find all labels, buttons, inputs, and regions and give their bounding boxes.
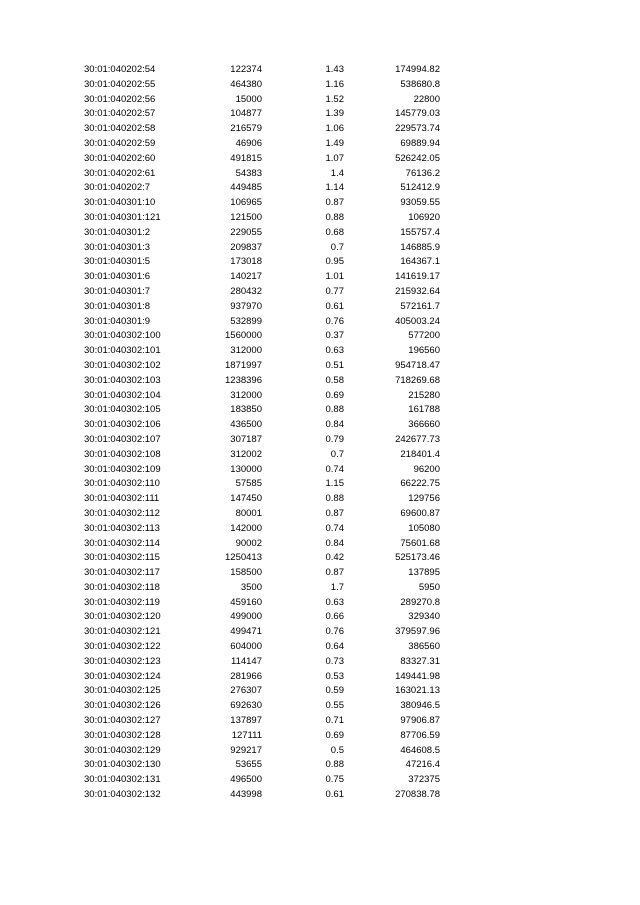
cadastral-number-cell: 30:01:040302:111 bbox=[84, 493, 160, 505]
amount-cell: 66222.75 bbox=[400, 478, 440, 490]
amount-cell: 47216.4 bbox=[405, 759, 440, 771]
cadastral-number-cell: 30:01:040302:120 bbox=[84, 611, 161, 623]
cadastral-number-cell: 30:01:040302:123 bbox=[84, 655, 161, 667]
cadastral-number-cell: 30:01:040301:2 bbox=[84, 226, 151, 238]
cadastral-number-cell: 30:01:040202:58 bbox=[84, 123, 156, 135]
amount-cell: 105080 bbox=[408, 522, 440, 534]
amount-cell: 329340 bbox=[408, 611, 440, 623]
table-row bbox=[0, 315, 640, 330]
quantity-cell: 499000 bbox=[230, 611, 262, 623]
cadastral-number-cell: 30:01:040302:102 bbox=[84, 359, 161, 371]
cadastral-number-cell: 30:01:040302:113 bbox=[84, 522, 160, 534]
amount-cell: 538680.8 bbox=[400, 78, 440, 90]
rate-cell: 0.74 bbox=[325, 463, 344, 475]
rate-cell: 0.69 bbox=[325, 729, 344, 741]
rate-cell: 0.37 bbox=[325, 330, 344, 342]
rate-cell: 0.71 bbox=[325, 715, 344, 727]
cadastral-number-cell: 30:01:040302:114 bbox=[84, 537, 160, 549]
amount-cell: 146885.9 bbox=[400, 241, 440, 253]
rate-cell: 0.61 bbox=[325, 300, 344, 312]
quantity-cell: 459160 bbox=[230, 596, 262, 608]
table-row bbox=[0, 181, 640, 196]
cadastral-number-cell: 30:01:040302:103 bbox=[84, 374, 161, 386]
quantity-cell: 499471 bbox=[230, 626, 262, 638]
table-row bbox=[0, 758, 640, 773]
rate-cell: 0.53 bbox=[325, 670, 344, 682]
cadastral-number-cell: 30:01:040202:7 bbox=[84, 182, 151, 194]
cadastral-number-cell: 30:01:040302:109 bbox=[84, 463, 161, 475]
cadastral-number-cell: 30:01:040302:100 bbox=[84, 330, 161, 342]
table-row bbox=[0, 389, 640, 404]
quantity-cell: 53655 bbox=[235, 759, 262, 771]
rate-cell: 0.63 bbox=[325, 345, 344, 357]
table-row bbox=[0, 107, 640, 122]
quantity-cell: 127111 bbox=[231, 729, 262, 741]
rate-cell: 0.63 bbox=[325, 596, 344, 608]
cadastral-number-cell: 30:01:040302:118 bbox=[84, 581, 160, 593]
quantity-cell: 122374 bbox=[230, 64, 262, 75]
amount-cell: 242677.73 bbox=[395, 433, 440, 445]
table-row bbox=[0, 255, 640, 270]
cadastral-number-cell: 30:01:040302:117 bbox=[84, 567, 160, 579]
table-row bbox=[0, 418, 640, 433]
cadastral-number-cell: 30:01:040302:127 bbox=[84, 715, 161, 727]
table-row bbox=[0, 78, 640, 93]
cadastral-number-cell: 30:01:040202:61 bbox=[84, 167, 156, 179]
quantity-cell: 1238396 bbox=[225, 374, 262, 386]
table-row bbox=[0, 359, 640, 374]
amount-cell: 69600.87 bbox=[400, 507, 440, 519]
table-row bbox=[0, 270, 640, 285]
cadastral-number-cell: 30:01:040301:6 bbox=[84, 271, 151, 283]
table-row bbox=[0, 196, 640, 211]
quantity-cell: 937970 bbox=[230, 300, 262, 312]
rate-cell: 0.74 bbox=[325, 522, 344, 534]
cadastral-number-cell: 30:01:040302:125 bbox=[84, 685, 161, 697]
table-row bbox=[0, 285, 640, 300]
table-row bbox=[0, 507, 640, 522]
quantity-cell: 46906 bbox=[235, 137, 262, 149]
quantity-cell: 106965 bbox=[230, 197, 262, 209]
table-row bbox=[0, 137, 640, 152]
amount-cell: 270838.78 bbox=[395, 789, 440, 801]
table-row bbox=[0, 374, 640, 389]
quantity-cell: 183850 bbox=[230, 404, 262, 416]
amount-cell: 69889.94 bbox=[400, 137, 440, 149]
rate-cell: 0.69 bbox=[325, 389, 344, 401]
cadastral-number-cell: 30:01:040302:124 bbox=[84, 670, 161, 682]
cadastral-number-cell: 30:01:040301:7 bbox=[84, 285, 151, 297]
amount-cell: 5950 bbox=[418, 581, 440, 593]
cadastral-number-cell: 30:01:040301:8 bbox=[84, 300, 151, 312]
cadastral-number-cell: 30:01:040302:105 bbox=[84, 404, 161, 416]
table-row bbox=[0, 729, 640, 744]
table-row bbox=[0, 93, 640, 108]
quantity-cell: 90002 bbox=[235, 537, 262, 549]
rate-cell: 0.88 bbox=[325, 759, 344, 771]
table-row bbox=[0, 122, 640, 137]
data-table bbox=[0, 63, 640, 803]
table-row bbox=[0, 211, 640, 226]
quantity-cell: 312002 bbox=[230, 448, 262, 460]
cadastral-number-cell: 30:01:040301:3 bbox=[84, 241, 151, 253]
quantity-cell: 121500 bbox=[230, 211, 262, 223]
amount-cell: 405003.24 bbox=[395, 315, 440, 327]
quantity-cell: 692630 bbox=[230, 700, 262, 712]
quantity-cell: 57585 bbox=[235, 478, 262, 490]
amount-cell: 76136.2 bbox=[405, 167, 440, 179]
rate-cell: 0.73 bbox=[325, 655, 344, 667]
cadastral-number-cell: 30:01:040202:54 bbox=[84, 64, 156, 75]
table-row bbox=[0, 300, 640, 315]
rate-cell: 0.88 bbox=[325, 211, 344, 223]
quantity-cell: 1250413 bbox=[225, 552, 262, 564]
table-row bbox=[0, 477, 640, 492]
amount-cell: 289270.8 bbox=[400, 596, 440, 608]
amount-cell: 526242.05 bbox=[395, 152, 440, 164]
table-row bbox=[0, 448, 640, 463]
rate-cell: 0.87 bbox=[325, 507, 344, 519]
quantity-cell: 216579 bbox=[230, 123, 262, 135]
rate-cell: 0.7 bbox=[330, 241, 344, 253]
cadastral-number-cell: 30:01:040302:104 bbox=[84, 389, 161, 401]
table-row bbox=[0, 226, 640, 241]
rate-cell: 0.95 bbox=[325, 256, 344, 268]
amount-cell: 572161.7 bbox=[400, 300, 440, 312]
cadastral-number-cell: 30:01:040302:108 bbox=[84, 448, 161, 460]
cadastral-number-cell: 30:01:040301:121 bbox=[84, 211, 161, 223]
amount-cell: 215932.64 bbox=[395, 285, 440, 297]
amount-cell: 525173.46 bbox=[395, 552, 440, 564]
table-row bbox=[0, 610, 640, 625]
cadastral-number-cell: 30:01:040302:132 bbox=[84, 789, 161, 801]
amount-cell: 954718.47 bbox=[395, 359, 440, 371]
quantity-cell: 142000 bbox=[230, 522, 262, 534]
rate-cell: 1.52 bbox=[325, 93, 344, 105]
cadastral-number-cell: 30:01:040302:128 bbox=[84, 729, 161, 741]
rate-cell: 1.01 bbox=[325, 271, 344, 283]
rate-cell: 0.76 bbox=[325, 315, 344, 327]
table-row bbox=[0, 344, 640, 359]
amount-cell: 75601.68 bbox=[400, 537, 440, 549]
quantity-cell: 147450 bbox=[230, 493, 262, 505]
quantity-cell: 1871997 bbox=[225, 359, 262, 371]
quantity-cell: 280432 bbox=[230, 285, 262, 297]
table-row bbox=[0, 463, 640, 478]
rate-cell: 0.75 bbox=[325, 774, 344, 786]
cadastral-number-cell: 30:01:040302:126 bbox=[84, 700, 161, 712]
quantity-cell: 281966 bbox=[230, 670, 262, 682]
rate-cell: 1.15 bbox=[325, 478, 344, 490]
quantity-cell: 532899 bbox=[230, 315, 262, 327]
quantity-cell: 229055 bbox=[230, 226, 262, 238]
quantity-cell: 443998 bbox=[230, 789, 262, 801]
quantity-cell: 604000 bbox=[230, 641, 262, 653]
amount-cell: 97906.87 bbox=[400, 715, 440, 727]
amount-cell: 229573.74 bbox=[395, 123, 440, 135]
rate-cell: 1.4 bbox=[330, 167, 344, 179]
table-row bbox=[0, 551, 640, 566]
rate-cell: 1.49 bbox=[325, 137, 344, 149]
quantity-cell: 496500 bbox=[230, 774, 262, 786]
amount-cell: 380946.5 bbox=[400, 700, 440, 712]
amount-cell: 163021.13 bbox=[395, 685, 440, 697]
quantity-cell: 158500 bbox=[230, 567, 262, 579]
quantity-cell: 173018 bbox=[230, 256, 262, 268]
amount-cell: 145779.03 bbox=[395, 108, 440, 120]
table-row bbox=[0, 241, 640, 256]
cadastral-number-cell: 30:01:040301:10 bbox=[84, 197, 156, 209]
table-row bbox=[0, 655, 640, 670]
amount-cell: 93059.55 bbox=[400, 197, 440, 209]
quantity-cell: 307187 bbox=[230, 433, 262, 445]
amount-cell: 196560 bbox=[408, 345, 440, 357]
table-row bbox=[0, 329, 640, 344]
amount-cell: 372375 bbox=[408, 774, 440, 786]
quantity-cell: 54383 bbox=[235, 167, 262, 179]
table-row bbox=[0, 699, 640, 714]
rate-cell: 0.88 bbox=[325, 404, 344, 416]
quantity-cell: 104877 bbox=[230, 108, 262, 120]
table-row bbox=[0, 714, 640, 729]
amount-cell: 161788 bbox=[408, 404, 440, 416]
cadastral-number-cell: 30:01:040302:121 bbox=[84, 626, 161, 638]
rate-cell: 0.7 bbox=[330, 448, 344, 460]
table-row bbox=[0, 640, 640, 655]
rate-cell: 1.07 bbox=[325, 152, 344, 164]
rate-cell: 0.87 bbox=[325, 197, 344, 209]
rate-cell: 0.84 bbox=[325, 419, 344, 431]
table-row bbox=[0, 167, 640, 182]
table-row bbox=[0, 581, 640, 596]
rate-cell: 0.42 bbox=[325, 552, 344, 564]
rate-cell: 0.5 bbox=[330, 744, 344, 756]
amount-cell: 464608.5 bbox=[400, 744, 440, 756]
amount-cell: 155757.4 bbox=[400, 226, 440, 238]
cadastral-number-cell: 30:01:040302:115 bbox=[84, 552, 160, 564]
cadastral-number-cell: 30:01:040302:131 bbox=[84, 774, 161, 786]
quantity-cell: 209837 bbox=[230, 241, 262, 253]
table-row bbox=[0, 773, 640, 788]
rate-cell: 1.16 bbox=[325, 78, 344, 90]
rate-cell: 0.79 bbox=[325, 433, 344, 445]
quantity-cell: 464380 bbox=[230, 78, 262, 90]
table-row bbox=[0, 670, 640, 685]
rate-cell: 1.39 bbox=[325, 108, 344, 120]
amount-cell: 379597.96 bbox=[395, 626, 440, 638]
amount-cell: 366660 bbox=[408, 419, 440, 431]
rate-cell: 0.55 bbox=[325, 700, 344, 712]
cadastral-number-cell: 30:01:040302:130 bbox=[84, 759, 161, 771]
table-row bbox=[0, 537, 640, 552]
quantity-cell: 80001 bbox=[235, 507, 262, 519]
quantity-cell: 312000 bbox=[230, 389, 262, 401]
rate-cell: 0.59 bbox=[325, 685, 344, 697]
quantity-cell: 15000 bbox=[235, 93, 262, 105]
quantity-cell: 130000 bbox=[230, 463, 262, 475]
rate-cell: 0.51 bbox=[325, 359, 344, 371]
amount-cell: 512412.9 bbox=[400, 182, 440, 194]
rate-cell: 0.88 bbox=[325, 493, 344, 505]
amount-cell: 149441.98 bbox=[395, 670, 440, 682]
amount-cell: 218401.4 bbox=[400, 448, 440, 460]
rate-cell: 0.76 bbox=[325, 626, 344, 638]
rate-cell: 0.84 bbox=[325, 537, 344, 549]
rate-cell: 0.58 bbox=[325, 374, 344, 386]
table-row bbox=[0, 492, 640, 507]
rate-cell: 1.06 bbox=[325, 123, 344, 135]
table-row bbox=[0, 566, 640, 581]
amount-cell: 87706.59 bbox=[400, 729, 440, 741]
rate-cell: 0.64 bbox=[325, 641, 344, 653]
quantity-cell: 436500 bbox=[230, 419, 262, 431]
amount-cell: 718269.68 bbox=[395, 374, 440, 386]
cadastral-number-cell: 30:01:040302:122 bbox=[84, 641, 161, 653]
rate-cell: 1.43 bbox=[325, 64, 344, 75]
table-row bbox=[0, 63, 640, 78]
amount-cell: 141619.17 bbox=[395, 271, 440, 283]
quantity-cell: 491815 bbox=[230, 152, 262, 164]
table-row bbox=[0, 152, 640, 167]
cadastral-number-cell: 30:01:040202:55 bbox=[84, 78, 156, 90]
rate-cell: 0.87 bbox=[325, 567, 344, 579]
quantity-cell: 929217 bbox=[230, 744, 262, 756]
amount-cell: 22800 bbox=[413, 93, 440, 105]
cadastral-number-cell: 30:01:040202:59 bbox=[84, 137, 156, 149]
rate-cell: 1.14 bbox=[325, 182, 344, 194]
quantity-cell: 140217 bbox=[230, 271, 262, 283]
amount-cell: 215280 bbox=[408, 389, 440, 401]
table-row bbox=[0, 684, 640, 699]
table-row bbox=[0, 522, 640, 537]
amount-cell: 137895 bbox=[408, 567, 440, 579]
amount-cell: 386560 bbox=[408, 641, 440, 653]
rate-cell: 0.61 bbox=[325, 789, 344, 801]
quantity-cell: 449485 bbox=[230, 182, 262, 194]
rate-cell: 0.68 bbox=[325, 226, 344, 238]
cadastral-number-cell: 30:01:040301:9 bbox=[84, 315, 151, 327]
cadastral-number-cell: 30:01:040202:60 bbox=[84, 152, 156, 164]
table-row bbox=[0, 625, 640, 640]
amount-cell: 96200 bbox=[413, 463, 440, 475]
cadastral-number-cell: 30:01:040302:129 bbox=[84, 744, 161, 756]
amount-cell: 164367.1 bbox=[400, 256, 440, 268]
quantity-cell: 312000 bbox=[230, 345, 262, 357]
table-row bbox=[0, 403, 640, 418]
quantity-cell: 137897 bbox=[230, 715, 262, 727]
amount-cell: 83327.31 bbox=[400, 655, 440, 667]
cadastral-number-cell: 30:01:040202:57 bbox=[84, 108, 156, 120]
quantity-cell: 276307 bbox=[230, 685, 262, 697]
cadastral-number-cell: 30:01:040301:5 bbox=[84, 256, 151, 268]
rate-cell: 0.77 bbox=[325, 285, 344, 297]
amount-cell: 106920 bbox=[408, 211, 440, 223]
cadastral-number-cell: 30:01:040302:119 bbox=[84, 596, 160, 608]
table-row bbox=[0, 433, 640, 448]
cadastral-number-cell: 30:01:040302:110 bbox=[84, 478, 160, 490]
cadastral-number-cell: 30:01:040302:101 bbox=[84, 345, 161, 357]
quantity-cell: 114147 bbox=[231, 655, 262, 667]
table-row bbox=[0, 744, 640, 759]
table-row bbox=[0, 788, 640, 803]
quantity-cell: 3500 bbox=[240, 581, 262, 593]
cadastral-number-cell: 30:01:040302:112 bbox=[84, 507, 160, 519]
rate-cell: 0.66 bbox=[325, 611, 344, 623]
amount-cell: 174994.82 bbox=[395, 64, 440, 75]
cadastral-number-cell: 30:01:040202:56 bbox=[84, 93, 156, 105]
quantity-cell: 1560000 bbox=[225, 330, 262, 342]
cadastral-number-cell: 30:01:040302:107 bbox=[84, 433, 161, 445]
cadastral-number-cell: 30:01:040302:106 bbox=[84, 419, 161, 431]
amount-cell: 577200 bbox=[408, 330, 440, 342]
table-row bbox=[0, 596, 640, 611]
amount-cell: 129756 bbox=[408, 493, 440, 505]
rate-cell: 1.7 bbox=[330, 581, 344, 593]
